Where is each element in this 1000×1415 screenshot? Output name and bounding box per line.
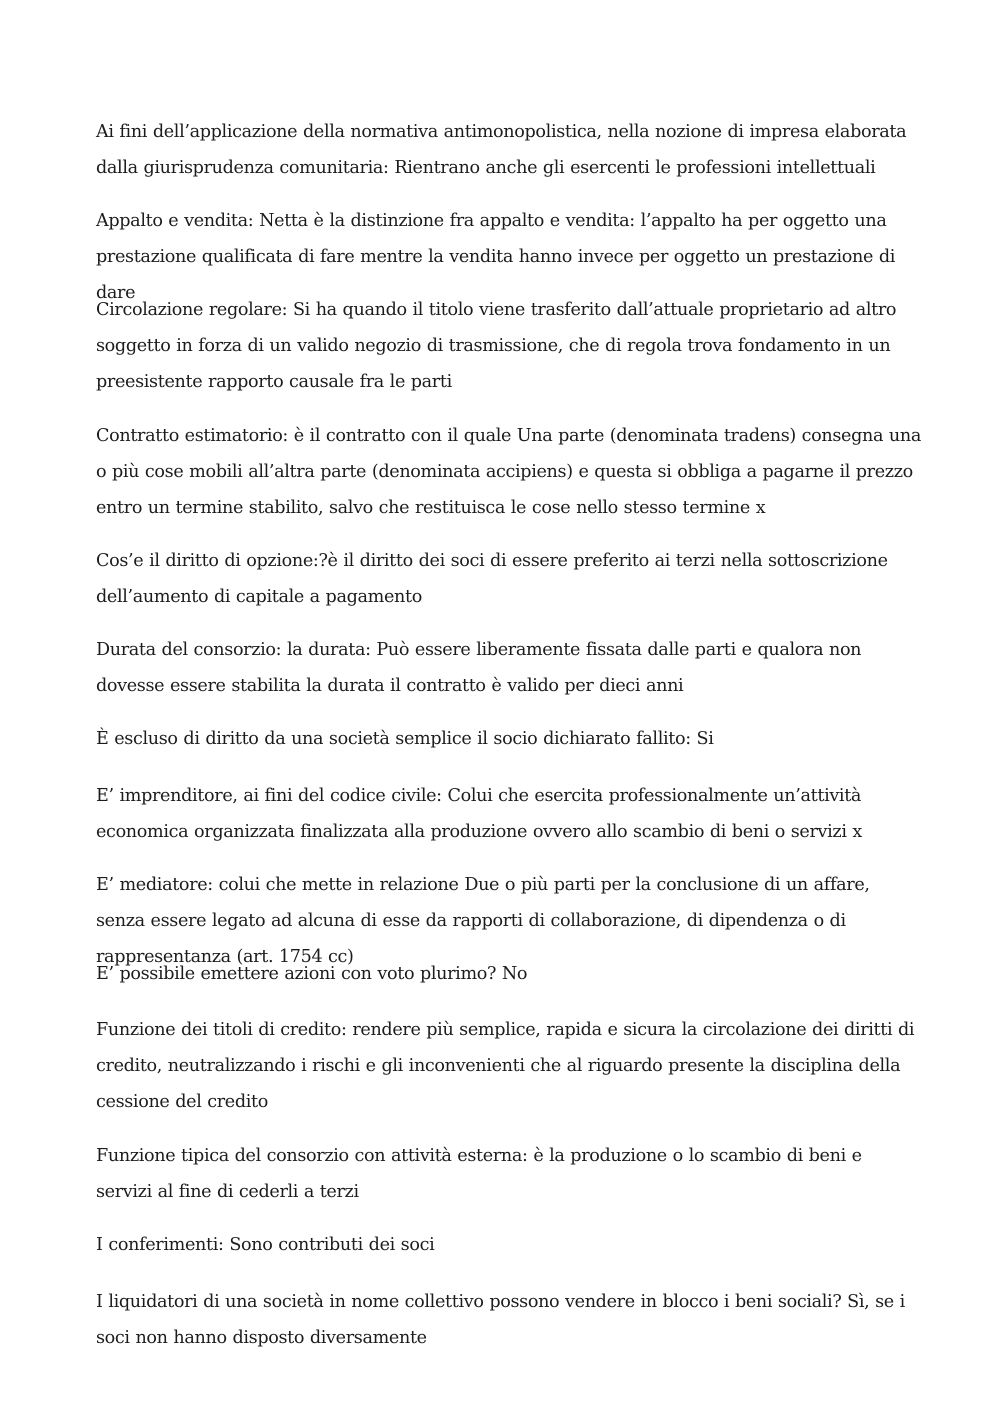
paragraph-6: Durata del consorzio: la durata: Può essere liberamente fissata dalle parti e qualora non dovesse essere stabilita la durata il contratto è valido per dieci anni bbox=[96, 640, 862, 697]
paragraph-13: I conferimenti: Sono contributi dei soci bbox=[96, 1235, 435, 1255]
paragraph-10: E’ possibile emettere azioni con voto plurimo? No bbox=[96, 964, 528, 984]
paragraph-7: È escluso di diritto da una società semplice il socio dichiarato fallito: Si bbox=[96, 729, 714, 749]
paragraph-9: E’ mediatore: colui che mette in relazione Due o più parti per la conclusione di un affare, senza essere legato ad alcuna di esse da rapporti di collaborazione, di dipendenza o di rappresentanza (art. 1754 cc) bbox=[96, 875, 870, 968]
paragraph-11: Funzione dei titoli di credito: rendere più semplice, rapida e sicura la circolazione dei diritti di credito, neutralizzando i rischi e gli inconvenienti che al riguardo presente la disciplina della cessione del credito bbox=[96, 1020, 915, 1113]
paragraph-4: Contratto estimatorio: è il contratto con il quale Una parte (denominata tradens) consegna una o più cose mobili all’altra parte (denominata accipiens) e questa si obbliga a pagarne il prezzo entro un termine stabilito, salvo che restituisca le cose nello stesso termine x bbox=[96, 426, 921, 519]
paragraph-2: Appalto e vendita: Netta è la distinzione fra appalto e vendita: l’appalto ha per oggetto una prestazione qualificata di fare mentre la vendita hanno invece per oggetto un prestazione di dare bbox=[96, 211, 896, 304]
paragraph-14: I liquidatori di una società in nome collettivo possono vendere in blocco i beni sociali? Sì, se i soci non hanno disposto diversamente bbox=[96, 1292, 905, 1349]
paragraph-5: Cos’e il diritto di opzione:?è il diritto dei soci di essere preferito ai terzi nella sottoscrizione dell’aumento di capitale a pagamento bbox=[96, 551, 888, 608]
paragraph-12: Funzione tipica del consorzio con attività esterna: è la produzione o lo scambio di beni e servizi al fine di cederli a terzi bbox=[96, 1146, 862, 1203]
paragraph-8: E’ imprenditore, ai fini del codice civile: Colui che esercita professionalmente un’attività economica organizzata finalizzata alla produzione ovvero allo scambio di beni o servizi x bbox=[96, 786, 862, 843]
paragraph-1: Ai fini dell’applicazione della normativa antimonopolistica, nella nozione di impresa elaborata dalla giurisprudenza comunitaria: Rientrano anche gli esercenti le professioni intellettuali bbox=[96, 122, 907, 179]
paragraph-3: Circolazione regolare: Si ha quando il titolo viene trasferito dall’attuale proprietario ad altro soggetto in forza di un valido negozio di trasmissione, che di regola trova fondamento in un preesistente rapporto causale fra le parti bbox=[96, 300, 897, 393]
